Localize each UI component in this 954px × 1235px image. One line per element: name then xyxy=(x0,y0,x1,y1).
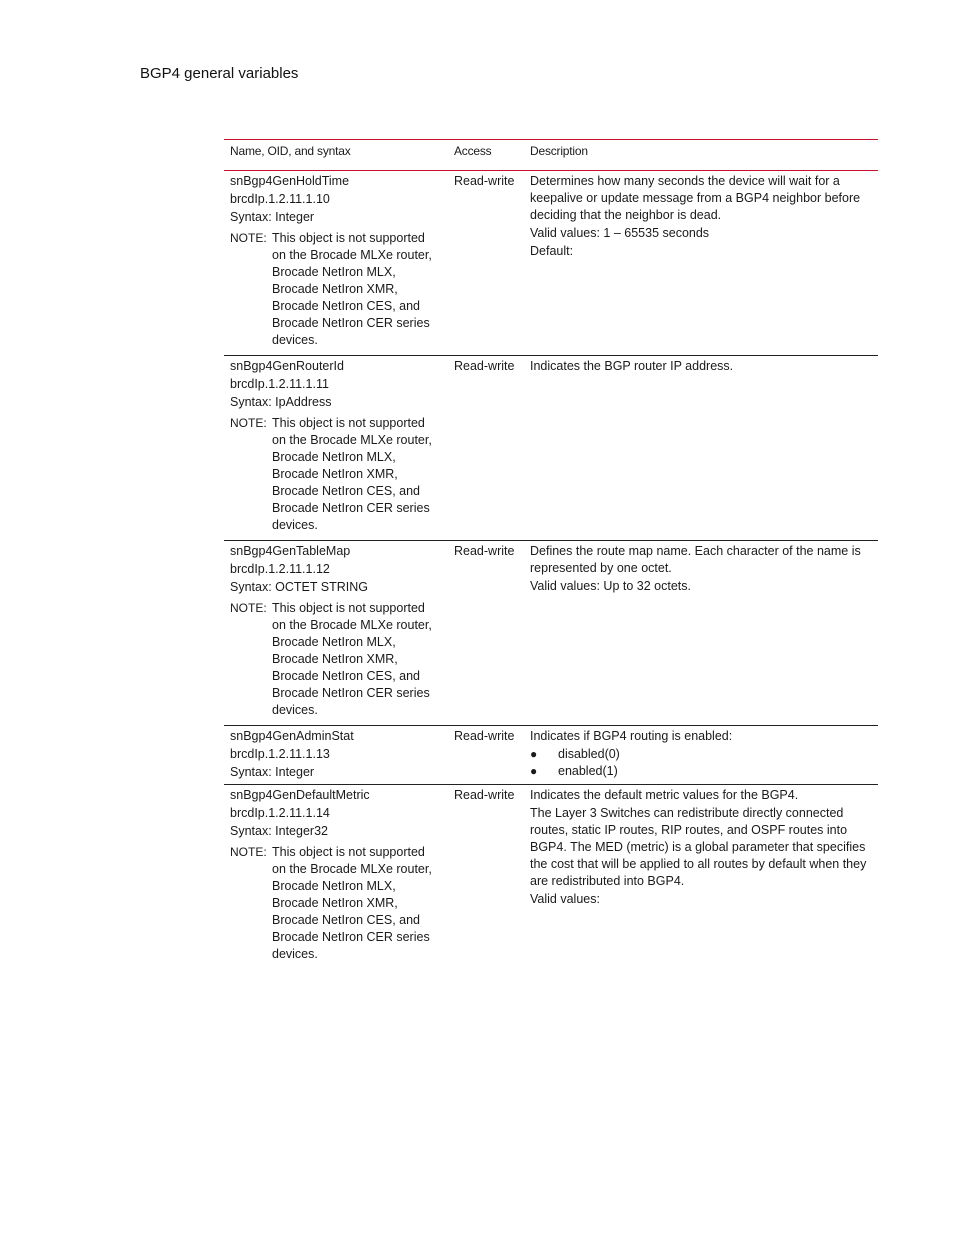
valid-values-text: Valid values: xyxy=(530,892,600,906)
name-cell xyxy=(224,726,448,785)
note-label: NOTE: xyxy=(230,601,267,615)
valid-values-text: Valid values: 1 – 65535 seconds xyxy=(530,226,710,240)
object-syntax: Syntax: OCTET STRING xyxy=(230,580,368,594)
section-title: BGP4 general variables xyxy=(140,65,299,82)
table-row xyxy=(224,171,878,356)
object-oid: brcdIp.1.2.11.1.10 xyxy=(230,192,330,206)
default-text: Default: xyxy=(530,244,574,258)
list-item-text: enabled(1) xyxy=(558,764,618,778)
object-oid: brcdIp.1.2.11.1.14 xyxy=(230,806,330,820)
list-item-text: disabled(0) xyxy=(558,747,620,761)
note-text: This object is not supported on the Brocade MLXe router, Brocade NetIron MLX, Brocade NetIron XMR, Brocade NetIron CES, and Brocade NetIron CER series devices. xyxy=(272,601,432,717)
name-cell xyxy=(224,541,448,726)
note-text: This object is not supported on the Brocade MLXe router, Brocade NetIron MLX, Brocade NetIron XMR, Brocade NetIron CES, and Brocade NetIron CER series devices. xyxy=(272,231,432,347)
bullet-icon: ● xyxy=(530,747,538,761)
note xyxy=(230,844,442,963)
description-cell xyxy=(524,785,878,970)
note xyxy=(230,230,442,349)
note-label: NOTE: xyxy=(230,416,267,430)
bullet-list xyxy=(530,746,872,780)
table-row xyxy=(224,356,878,541)
column-header-name: Name, OID, and syntax xyxy=(224,140,448,171)
mib-object-table xyxy=(224,139,878,969)
note xyxy=(230,600,442,719)
description-text: Indicates if BGP4 routing is enabled: xyxy=(530,729,733,743)
object-name: snBgp4GenHoldTime xyxy=(230,174,350,188)
bullet-icon: ● xyxy=(530,764,538,778)
list-item xyxy=(530,746,872,763)
description-text: Defines the route map name. Each character of the name is represented by one octet. xyxy=(530,544,861,575)
column-header-access: Access xyxy=(448,140,524,171)
description-cell xyxy=(524,541,878,726)
table-row xyxy=(224,541,878,726)
description-text: Indicates the default metric values for the BGP4. xyxy=(530,788,799,802)
note xyxy=(230,415,442,534)
note-text: This object is not supported on the Brocade MLXe router, Brocade NetIron MLX, Brocade NetIron XMR, Brocade NetIron CES, and Brocade NetIron CER series devices. xyxy=(272,845,432,961)
object-syntax: Syntax: Integer xyxy=(230,765,315,779)
object-oid: brcdIp.1.2.11.1.11 xyxy=(230,377,329,391)
description-text: Determines how many seconds the device will wait for a keepalive or update message from a BGP4 neighbor before deciding that the neighbor is dead. xyxy=(530,174,861,222)
object-syntax: Syntax: IpAddress xyxy=(230,395,332,409)
object-name: snBgp4GenDefaultMetric xyxy=(230,788,370,802)
description-cell xyxy=(524,726,878,785)
name-cell xyxy=(224,356,448,541)
list-item xyxy=(530,763,872,780)
description-text: Indicates the BGP router IP address. xyxy=(530,359,734,373)
object-oid: brcdIp.1.2.11.1.13 xyxy=(230,747,330,761)
object-name: snBgp4GenRouterId xyxy=(230,359,344,373)
table-row xyxy=(224,785,878,970)
table-header-row xyxy=(224,140,878,171)
column-header-description: Description xyxy=(524,140,878,171)
access-cell: Read-write xyxy=(448,541,524,726)
table-row xyxy=(224,726,878,785)
note-label: NOTE: xyxy=(230,845,267,859)
note-text: This object is not supported on the Brocade MLXe router, Brocade NetIron MLX, Brocade NetIron XMR, Brocade NetIron CES, and Brocade NetIron CER series devices. xyxy=(272,416,432,532)
valid-values-text: Valid values: Up to 32 octets. xyxy=(530,579,691,593)
access-cell: Read-write xyxy=(448,356,524,541)
object-syntax: Syntax: Integer32 xyxy=(230,824,328,838)
access-cell: Read-write xyxy=(448,171,524,356)
object-oid: brcdIp.1.2.11.1.12 xyxy=(230,562,330,576)
description-text: The Layer 3 Switches can redistribute directly connected routes, static IP routes, RIP routes, and OSPF routes into BGP4. The MED (metric) is a global parameter that specifies the cost that will be applied to all routes by default when they are redistributed into BGP4. xyxy=(530,806,867,888)
object-name: snBgp4GenAdminStat xyxy=(230,729,354,743)
object-name: snBgp4GenTableMap xyxy=(230,544,351,558)
description-cell xyxy=(524,171,878,356)
access-cell: Read-write xyxy=(454,788,515,802)
access-cell: Read-write xyxy=(448,726,524,785)
note-label: NOTE: xyxy=(230,231,267,245)
description-cell xyxy=(524,356,878,541)
name-cell xyxy=(224,171,448,356)
name-cell xyxy=(224,785,448,970)
object-syntax: Syntax: Integer xyxy=(230,210,315,224)
